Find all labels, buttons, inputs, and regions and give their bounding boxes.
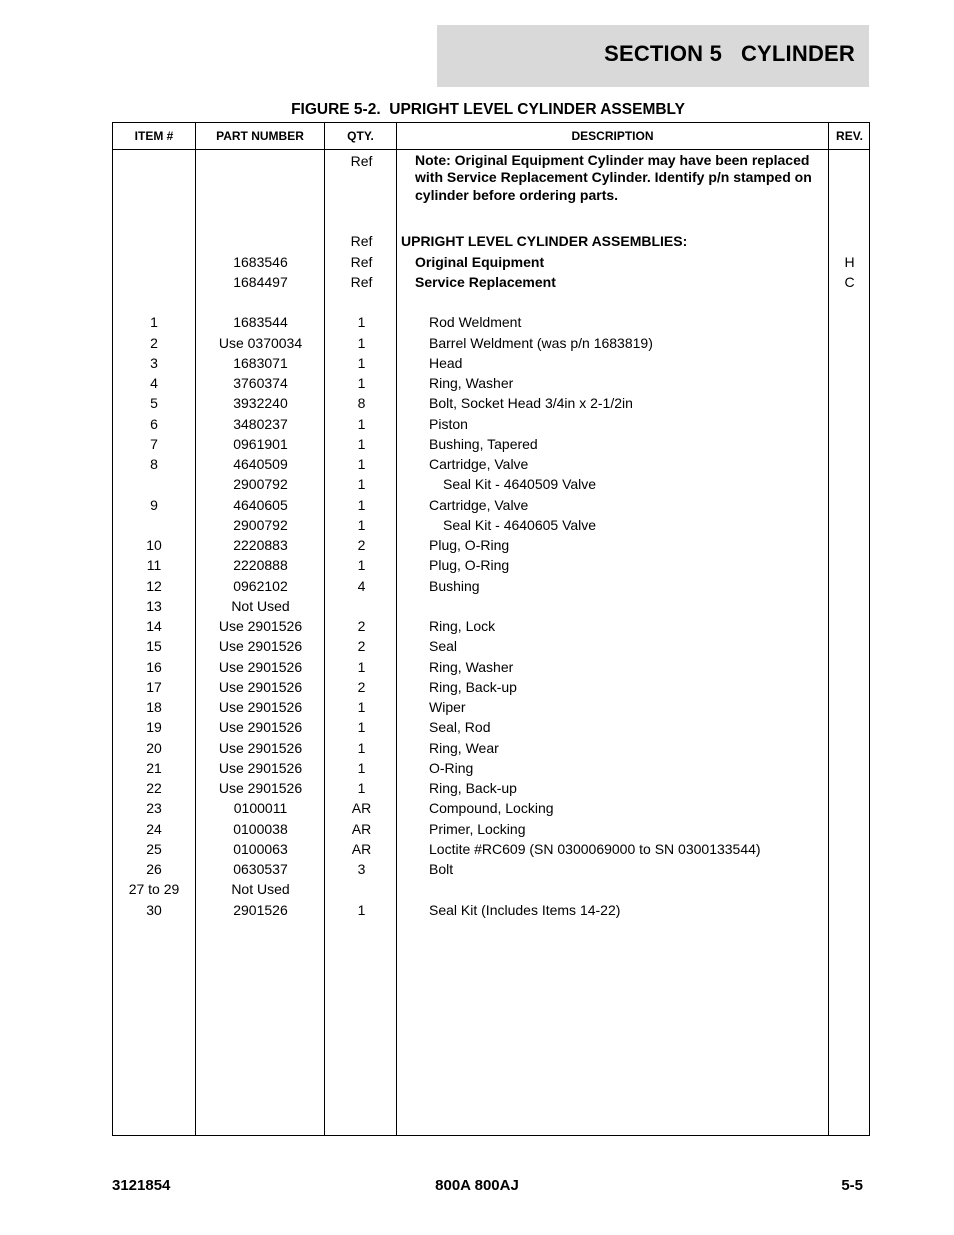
table-row [113, 292, 869, 312]
description: Primer, Locking [429, 820, 526, 837]
note-qty: Ref [350, 153, 373, 169]
description: Seal Kit - 4640509 Valve [443, 476, 597, 493]
quantity: 1 [357, 375, 366, 391]
table-row [113, 231, 869, 251]
item-number: 12 [146, 577, 162, 594]
quantity: 1 [357, 415, 366, 432]
quantity: 1 [357, 658, 366, 675]
description: Seal Kit - 4640605 Valve [443, 516, 597, 533]
description: Wiper [429, 699, 466, 715]
item-number: 15 [146, 638, 162, 655]
item-number: 30 [146, 901, 162, 918]
item-number: 4 [150, 375, 158, 391]
description: Seal Kit (Includes Items 14-22) [429, 901, 621, 918]
table-row [113, 576, 869, 596]
part-number: Use 2901526 [218, 618, 303, 634]
table-row [113, 353, 869, 373]
quantity: AR [351, 800, 372, 817]
table-row [113, 677, 869, 697]
quantity: 1 [357, 314, 366, 331]
part-number: Use 0370034 [218, 334, 303, 351]
part-number: Use 2901526 [218, 759, 303, 776]
table-row [113, 758, 869, 778]
description: Piston [429, 415, 468, 432]
description: Compound, Locking [429, 800, 554, 817]
description: Plug, O-Ring [429, 557, 510, 574]
table-row [113, 657, 869, 677]
description: O-Ring [429, 759, 474, 776]
table-row [113, 373, 869, 393]
quantity: Ref [350, 273, 373, 290]
part-number: Use 2901526 [218, 678, 303, 695]
table-row [113, 414, 869, 434]
item-number: 20 [146, 739, 162, 756]
note-row [113, 151, 869, 211]
table-row [113, 211, 869, 231]
footer-document-number: 3121854 [112, 1177, 171, 1194]
part-number: 0962102 [233, 577, 288, 594]
part-number: Use 2901526 [218, 658, 303, 675]
quantity: 1 [357, 435, 366, 452]
item-number: 27 to 29 [128, 881, 180, 898]
parts-table [112, 122, 870, 1136]
description: Cartridge, Valve [429, 456, 529, 472]
part-number: 3932240 [233, 395, 288, 412]
note-text: Note: Original Equipment Cylinder may have been replaced with Service Replacement Cylinder. Identify p/n stamped on cylinder before ordering parts. [415, 152, 812, 203]
item-number: 11 [146, 557, 162, 574]
item-number: 17 [146, 678, 162, 695]
quantity: 2 [357, 638, 366, 655]
footer-model: 800A 800AJ [435, 1177, 519, 1194]
quantity: 1 [357, 759, 366, 776]
item-number: 7 [150, 435, 158, 452]
quantity: 4 [357, 577, 366, 594]
table-row [113, 819, 869, 839]
quantity: 1 [357, 334, 366, 351]
item-number: 24 [146, 820, 162, 837]
description: Ring, Back-up [429, 678, 517, 695]
item-number: 25 [146, 840, 162, 857]
part-number: 1683544 [233, 314, 288, 331]
table-row [113, 555, 869, 575]
description: Service Replacement [415, 273, 556, 290]
quantity: 2 [357, 618, 366, 634]
quantity: 1 [357, 699, 366, 715]
header-qty: QTY. [347, 129, 374, 143]
quantity: 1 [357, 476, 366, 493]
part-number: Use 2901526 [218, 699, 303, 715]
quantity: 1 [357, 780, 366, 796]
table-row [113, 474, 869, 494]
table-row [113, 252, 869, 272]
section-banner [437, 25, 869, 87]
part-number: 1683546 [233, 253, 288, 270]
table-row [113, 636, 869, 656]
description: Ring, Back-up [429, 780, 517, 796]
part-number: Use 2901526 [218, 719, 303, 736]
item-number: 10 [146, 537, 162, 553]
item-number: 26 [146, 861, 162, 877]
part-number: 2900792 [233, 476, 288, 493]
quantity: 1 [357, 739, 366, 756]
revision: H [844, 253, 855, 270]
item-number: 19 [146, 719, 162, 736]
header-divider [113, 149, 869, 150]
item-number: 14 [146, 618, 162, 634]
table-row [113, 495, 869, 515]
description: Seal [429, 638, 458, 655]
part-number: Use 2901526 [218, 638, 303, 655]
description: Bolt, Socket Head 3/4in x 2-1/2in [429, 395, 633, 412]
part-number: Use 2901526 [218, 780, 303, 796]
table-row [113, 272, 869, 292]
quantity: AR [351, 840, 372, 857]
table-row [113, 859, 869, 879]
part-number: 2220883 [233, 537, 288, 553]
item-number: 22 [146, 780, 162, 796]
part-number: Use 2901526 [218, 739, 303, 756]
part-number: Not Used [231, 597, 290, 614]
part-number: 0961901 [233, 435, 288, 452]
quantity: AR [351, 820, 372, 837]
quantity: 3 [357, 861, 366, 877]
quantity: 1 [357, 456, 366, 472]
quantity: Ref [350, 233, 373, 250]
footer-page-number: 5-5 [841, 1177, 863, 1194]
table-row [113, 535, 869, 555]
description: Original Equipment [415, 253, 545, 270]
item-number: 13 [146, 597, 162, 614]
part-number: 2220888 [233, 557, 288, 574]
item-number: 8 [150, 456, 158, 472]
quantity: 1 [357, 901, 366, 918]
part-number: 1683071 [233, 354, 288, 371]
part-number: 0100038 [233, 820, 288, 837]
description: Ring, Lock [429, 618, 496, 634]
part-number: 3480237 [233, 415, 288, 432]
item-number: 5 [150, 395, 158, 412]
quantity: 2 [357, 678, 366, 695]
item-number: 21 [146, 759, 162, 776]
table-row [113, 697, 869, 717]
description: Head [429, 354, 463, 371]
table-row [113, 333, 869, 353]
description: UPRIGHT LEVEL CYLINDER ASSEMBLIES: [401, 233, 688, 250]
item-number: 3 [150, 354, 158, 371]
part-number: 0100011 [233, 800, 288, 817]
description: Ring, Washer [429, 375, 514, 391]
part-number: 0100063 [233, 840, 288, 857]
table-row [113, 454, 869, 474]
part-number: 4640605 [233, 496, 288, 513]
item-number: 6 [150, 415, 158, 432]
part-number: 4640509 [233, 456, 288, 472]
quantity: 1 [357, 516, 366, 533]
quantity: 1 [357, 557, 366, 574]
part-number: 2900792 [233, 516, 288, 533]
part-number: 2901526 [233, 901, 288, 918]
quantity: 2 [357, 537, 366, 553]
description: Bushing, Tapered [429, 435, 538, 452]
table-row [113, 596, 869, 616]
part-number: 1684497 [233, 273, 288, 290]
description: Plug, O-Ring [429, 537, 510, 553]
item-number: 2 [150, 334, 158, 351]
description: Ring, Washer [429, 658, 514, 675]
header-item: ITEM # [134, 129, 174, 143]
item-number: 16 [146, 658, 162, 675]
table-row [113, 900, 869, 920]
table-row [113, 778, 869, 798]
revision: C [844, 273, 855, 290]
quantity: 8 [357, 395, 366, 412]
item-number: 23 [146, 800, 162, 817]
description: Cartridge, Valve [429, 496, 529, 513]
table-row [113, 434, 869, 454]
quantity: Ref [350, 253, 373, 270]
description: Ring, Wear [429, 739, 499, 756]
table-row [113, 312, 869, 332]
figure-title: FIGURE 5-2. UPRIGHT LEVEL CYLINDER ASSEMBLY [291, 101, 685, 118]
section-title: SECTION 5 CYLINDER [604, 41, 855, 66]
quantity: 1 [357, 354, 366, 371]
table-row [113, 879, 869, 899]
table-row [113, 717, 869, 737]
header-rev: REV. [836, 129, 863, 143]
item-number: 18 [146, 699, 162, 715]
header-description: DESCRIPTION [571, 129, 654, 143]
table-row [113, 616, 869, 636]
header-part-number: PART NUMBER [216, 129, 304, 143]
table-row [113, 393, 869, 413]
table-row [113, 738, 869, 758]
item-number: 9 [150, 496, 158, 513]
item-number: 1 [150, 314, 158, 331]
table-row [113, 839, 869, 859]
description: Loctite #RC609 (SN 0300069000 to SN 0300133544) [429, 840, 761, 857]
part-number: 3760374 [233, 375, 288, 391]
description: Bushing [429, 577, 480, 594]
description: Barrel Weldment (was p/n 1683819) [429, 334, 653, 351]
description: Rod Weldment [429, 314, 522, 331]
table-body [113, 151, 869, 920]
description: Bolt [429, 861, 454, 877]
description: Seal, Rod [429, 719, 491, 736]
table-row [113, 798, 869, 818]
part-number: Not Used [231, 881, 290, 898]
quantity: 1 [357, 719, 366, 736]
table-row [113, 515, 869, 535]
part-number: 0630537 [233, 861, 288, 877]
quantity: 1 [357, 496, 366, 513]
